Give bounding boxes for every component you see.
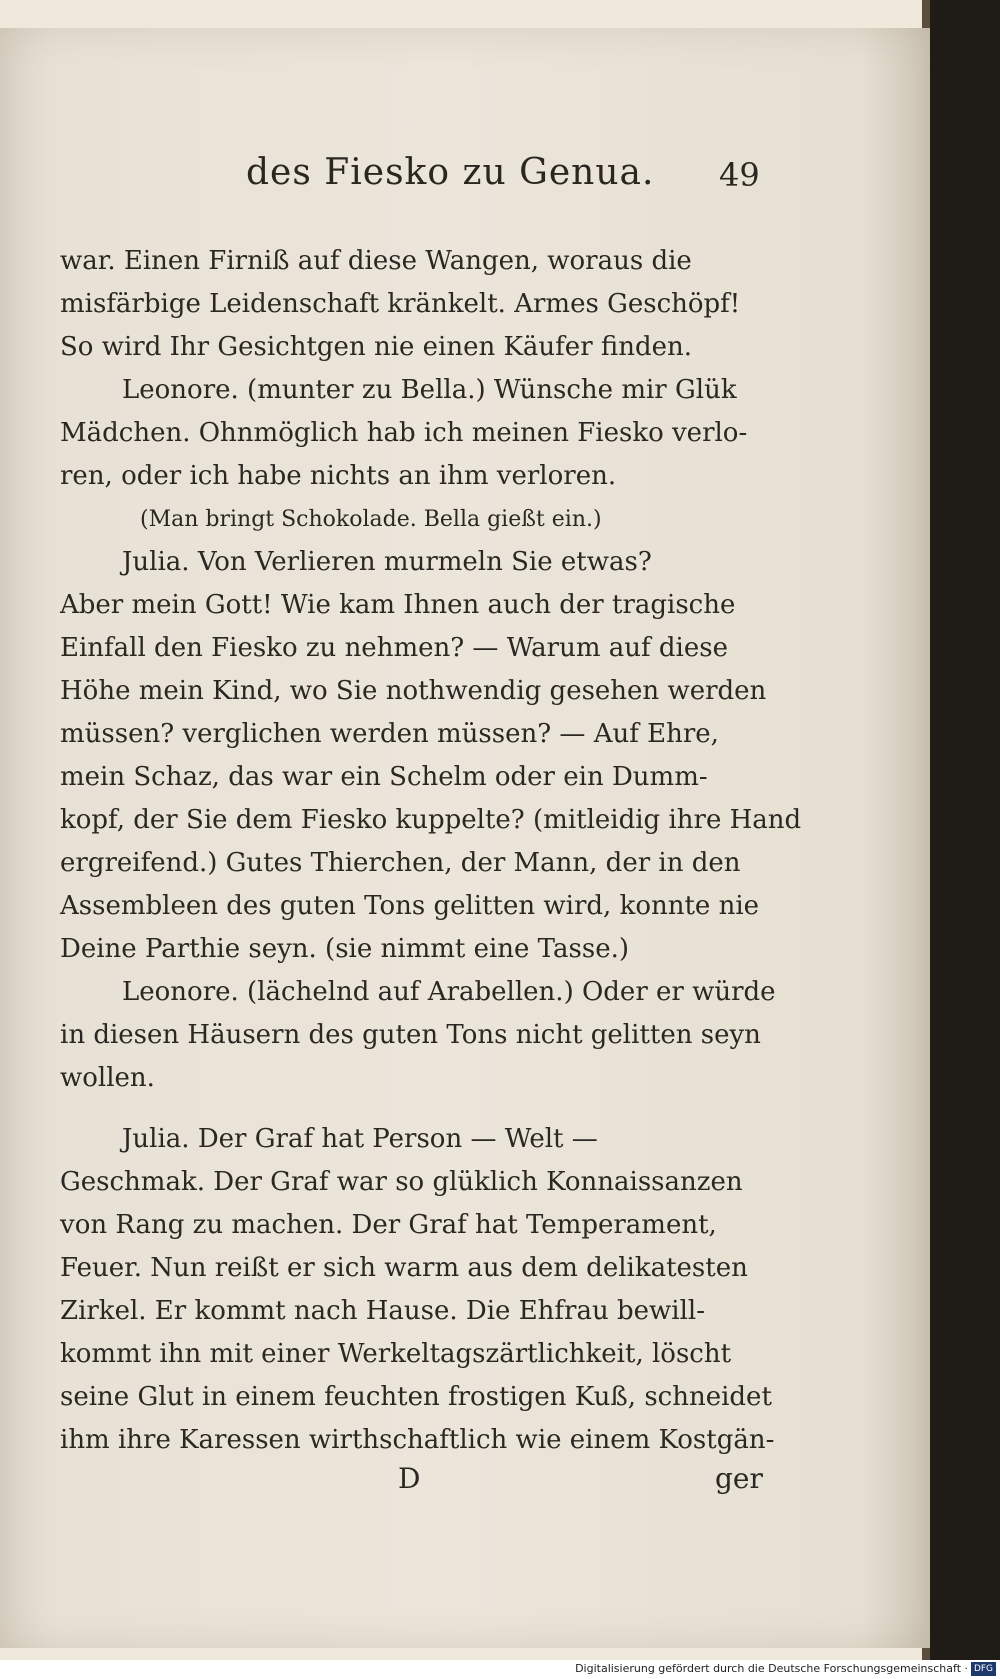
text-line: Assembleen des guten Tons gelitten wird, konnte nie (60, 891, 760, 921)
dfg-logo-icon: DFG (971, 1662, 996, 1676)
text-line: Mädchen. Ohnmöglich hab ich meinen Fiesko verlo- (60, 418, 748, 448)
speaker-line-julia: Julia. Von Verlieren murmeln Sie etwas? (122, 547, 652, 577)
text-line: Einfall den Fiesko zu nehmen? — Warum auf diese (60, 633, 728, 663)
text-line: kommt ihn mit einer Werkeltagszärtlichkeit, löscht (60, 1339, 732, 1369)
text-line: war. Einen Firniß auf diese Wangen, woraus die (60, 246, 692, 276)
catchword: ger (715, 1462, 763, 1495)
text-line: Höhe mein Kind, wo Sie nothwendig gesehen werden (60, 676, 767, 706)
text-line: kopf, der Sie dem Fiesko kuppelte? (mitleidig ihre Hand (60, 805, 802, 835)
funding-credit: Digitalisierung gefördert durch die Deutsche Forschungsgemeinschaft · (575, 1662, 968, 1675)
text-line: mein Schaz, das war ein Schelm oder ein Dumm- (60, 762, 708, 792)
paragraph-gap (60, 1100, 760, 1118)
text-line: wollen. (60, 1063, 155, 1093)
page-number: 49 (719, 156, 760, 194)
page-header (246, 152, 766, 202)
stage-direction: (Man bringt Schokolade. Bella gießt ein.) (140, 507, 602, 532)
text-line: in diesen Häusern des guten Tons nicht gelitten seyn (60, 1020, 761, 1050)
text-line: seine Glut in einem feuchten frostigen Kuß, schneidet (60, 1382, 772, 1412)
text-line: Zirkel. Er kommt nach Hause. Die Ehfrau bewill- (60, 1296, 706, 1326)
text-line: ren, oder ich habe nichts an ihm verloren. (60, 461, 617, 491)
text-line: So wird Ihr Gesichtgen nie einen Käufer finden. (60, 332, 693, 362)
signature-mark: D (398, 1462, 421, 1495)
text-line: Feuer. Nun reißt er sich warm aus dem delikatesten (60, 1253, 748, 1283)
text-line: ihm ihre Karessen wirthschaftlich wie einem Kostgän- (60, 1425, 775, 1455)
speaker-line-julia: Julia. Der Graf hat Person — Welt — (122, 1124, 598, 1154)
text-line: Geschmak. Der Graf war so glüklich Konnaissanzen (60, 1167, 743, 1197)
speaker-line-leonore: Leonore. (lächelnd auf Arabellen.) Oder er würde (122, 977, 776, 1007)
body-text (60, 240, 802, 1462)
running-title: des Fiesko zu Genua. (246, 152, 655, 193)
credit-bar (0, 1660, 1000, 1679)
speaker-line-leonore: Leonore. (munter zu Bella.) Wünsche mir Glük (122, 375, 737, 405)
text-line: Deine Parthie seyn. (sie nimmt eine Tasse.) (60, 934, 629, 964)
text-line: Aber mein Gott! Wie kam Ihnen auch der tragische (60, 590, 736, 620)
book-spine (930, 0, 1000, 1660)
text-line: misfärbige Leidenschaft kränkelt. Armes Geschöpf! (60, 289, 741, 319)
text-line: müssen? verglichen werden müssen? — Auf Ehre, (60, 719, 719, 749)
text-line: ergreifend.) Gutes Thierchen, der Mann, der in den (60, 848, 741, 878)
text-line: von Rang zu machen. Der Graf hat Temperament, (60, 1210, 717, 1240)
